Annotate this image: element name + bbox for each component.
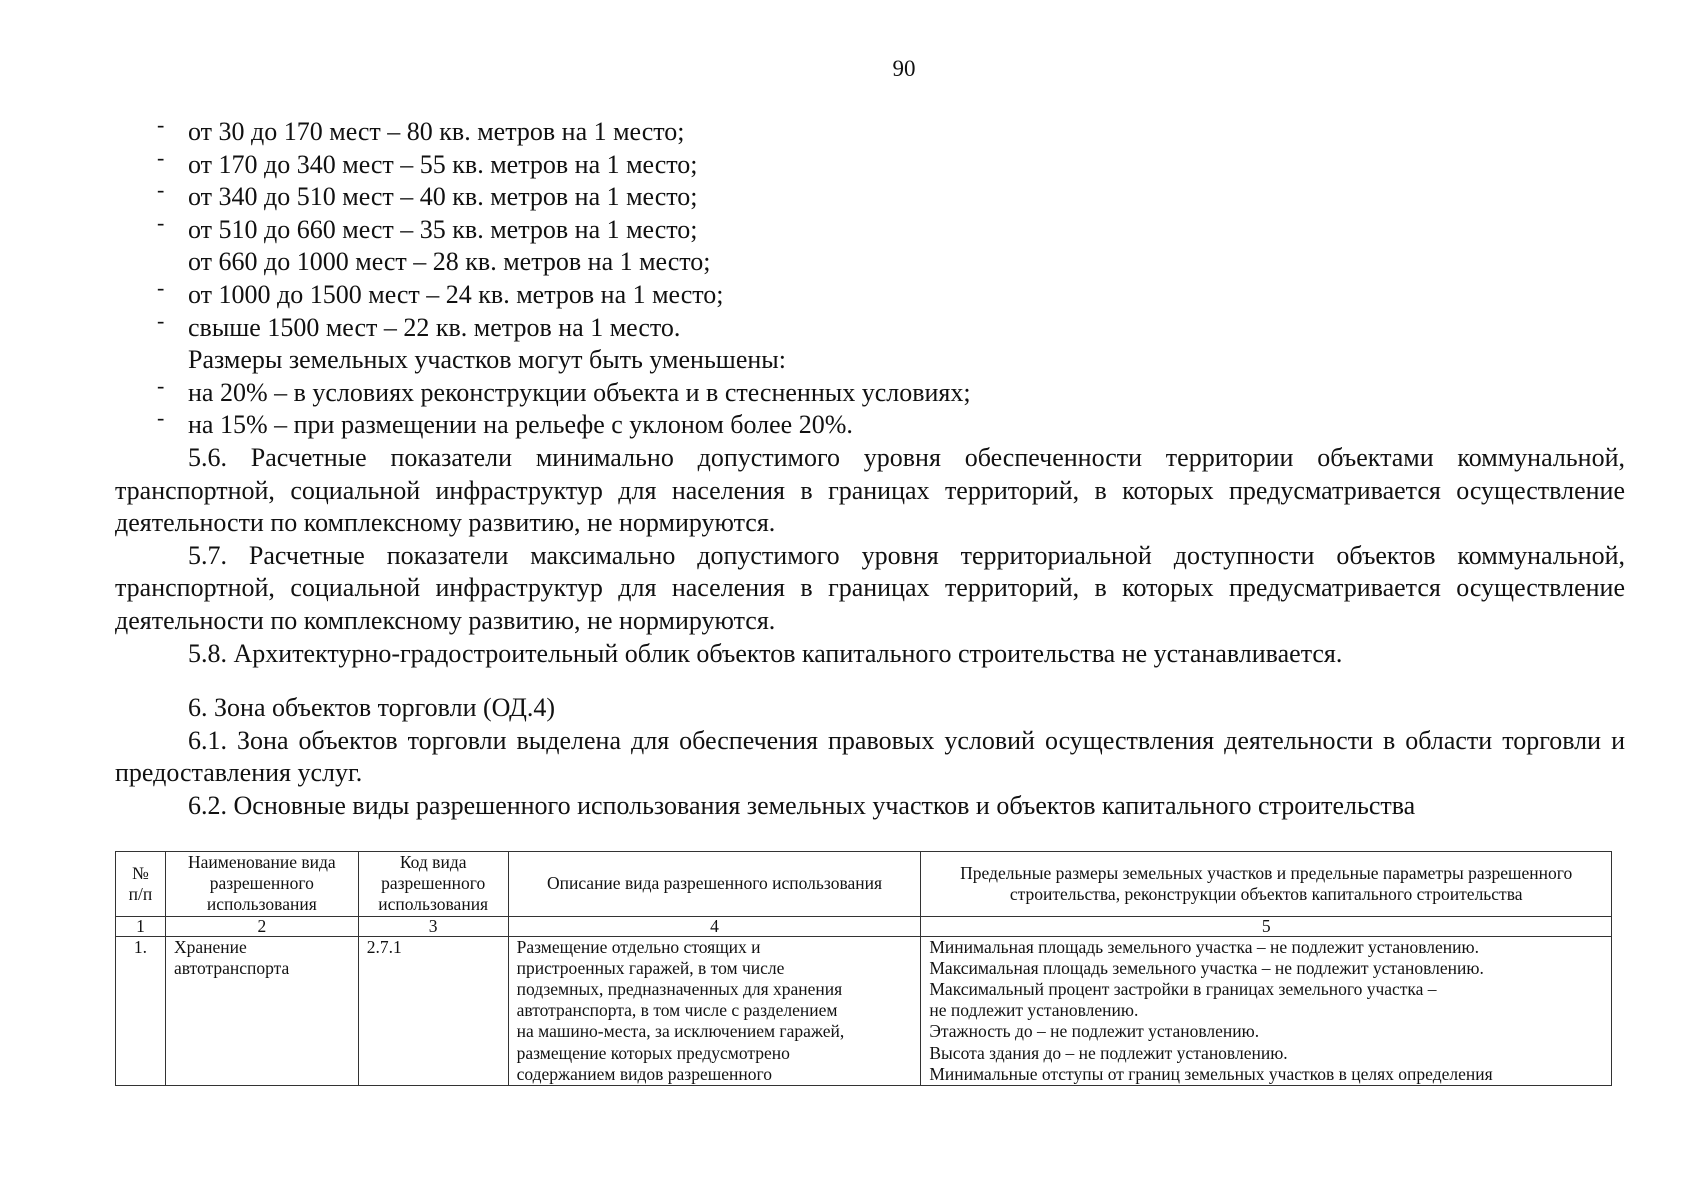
list-item-text: свыше 1500 мест – 22 кв. метров на 1 место. bbox=[188, 312, 681, 342]
page-number: 90 bbox=[892, 56, 916, 81]
use-code: 2.7.1 bbox=[358, 936, 508, 1085]
parameter-line: не подлежит установлению. bbox=[929, 1000, 1139, 1021]
column-number: 4 bbox=[508, 916, 921, 936]
list-dash: - bbox=[157, 209, 165, 235]
header-number: № п/п bbox=[116, 852, 166, 917]
list-item bbox=[115, 274, 1625, 312]
header-limit-parameters: Предельные размеры земельных участков и предельные параметры разрешенного строительства, реконструкции объектов капитального строительства bbox=[921, 852, 1612, 917]
document-body bbox=[115, 112, 1625, 822]
list-item-text: на 20% – в условиях реконструкции объекта и в стесненных условиях; bbox=[188, 377, 971, 407]
row-number: 1. bbox=[116, 936, 166, 1085]
list-item-text: Размеры земельных участков могут быть уменьшены: bbox=[188, 345, 786, 375]
list-item-text: от 1000 до 1500 мест – 24 кв. метров на 1 место; bbox=[188, 279, 724, 309]
limit-parameters bbox=[921, 936, 1612, 1085]
list-item bbox=[115, 177, 1625, 214]
list-item bbox=[115, 246, 1625, 279]
parameter-line: Этажность до – не подлежит установлению. bbox=[929, 1021, 1260, 1042]
list-item-text: на 15% – при размещении на рельефе с уклоном более 20%. bbox=[188, 410, 853, 440]
use-description bbox=[508, 936, 921, 1085]
list-dash: - bbox=[157, 112, 165, 137]
list-item bbox=[115, 209, 1625, 247]
column-number: 5 bbox=[921, 916, 1612, 936]
parameter-line: Минимальная площадь земельного участка – не подлежит установлению. bbox=[929, 936, 1479, 957]
paragraph-5-8: 5.8. Архитектурно-градостроительный облик объектов капитального строительства не устанавливается. bbox=[188, 638, 1343, 668]
section-heading-6: 6. Зона объектов торговли (ОД.4) bbox=[188, 693, 556, 723]
description-line: автотранспорта, в том числе с разделением bbox=[516, 1000, 838, 1021]
list-dash: - bbox=[157, 144, 165, 170]
parameter-line: Минимальные отступы от границ земельных участков в целях определения bbox=[929, 1063, 1493, 1084]
list-item-text: от 510 до 660 мест – 35 кв. метров на 1 место; bbox=[188, 214, 698, 244]
land-use-table bbox=[115, 851, 1612, 1086]
list-dash: - bbox=[157, 372, 165, 398]
description-line: пристроенных гаражей, в том числе bbox=[516, 957, 785, 978]
list-item-text: от 170 до 340 мест – 55 кв. метров на 1 место; bbox=[188, 149, 698, 179]
list-intro bbox=[115, 344, 1625, 377]
description-line: подземных, предназначенных для хранения bbox=[516, 979, 843, 1000]
list-item bbox=[115, 307, 1625, 345]
spacer bbox=[115, 670, 1625, 692]
table-column-numbers bbox=[116, 916, 1612, 936]
paragraph-5-7: 5.7. Расчетные показатели максимально допустимого уровня территориальной доступности объектов коммунальной, транспортной, социальной инфраструктур для населения в границах территорий, в которых предусматривается осуществление деятельности по комплексному развитию, не нормируются. bbox=[115, 540, 1625, 635]
parameter-line: Максимальный процент застройки в границах земельного участка – bbox=[929, 979, 1437, 1000]
description-line: на машино-места, за исключением гаражей, bbox=[516, 1021, 845, 1042]
paragraph-6-1: 6.1. Зона объектов торговли выделена для обеспечения правовых условий осуществления деятельности в области торговли и предоставления услуг. bbox=[115, 725, 1625, 788]
table-row bbox=[116, 936, 1612, 1085]
header-use-description: Описание вида разрешенного использования bbox=[508, 852, 921, 917]
parameter-line: Максимальная площадь земельного участка – не подлежит установлению. bbox=[929, 957, 1484, 978]
description-line: размещение которых предусмотрено bbox=[516, 1042, 790, 1063]
header-use-code: Код вида разрешенного использования bbox=[358, 852, 508, 917]
list-dash: - bbox=[157, 405, 165, 431]
parameter-line: Высота здания до – не подлежит установлению. bbox=[929, 1042, 1288, 1063]
list-dash: - bbox=[157, 307, 165, 333]
list-item bbox=[115, 112, 1625, 149]
description-line: Размещение отдельно стоящих и bbox=[516, 936, 761, 957]
header-use-name: Наименование вида разрешенного использования bbox=[165, 852, 358, 917]
list-item-text: от 660 до 1000 мест – 28 кв. метров на 1 место; bbox=[188, 247, 711, 277]
list-dash: - bbox=[157, 177, 165, 203]
column-number: 3 bbox=[358, 916, 508, 936]
column-number: 1 bbox=[116, 916, 166, 936]
list-dash: - bbox=[157, 274, 165, 300]
description-line: содержанием видов разрешенного bbox=[516, 1063, 772, 1084]
column-number: 2 bbox=[165, 916, 358, 936]
list-item-text: от 30 до 170 мест – 80 кв. метров на 1 место; bbox=[188, 117, 685, 146]
use-name: Хранение автотранспорта bbox=[165, 936, 358, 1085]
list-item bbox=[115, 405, 1625, 442]
table-header-row bbox=[116, 852, 1612, 917]
paragraph-5-6: 5.6. Расчетные показатели минимально допустимого уровня обеспеченности территории объектами коммунальной, транспортной, социальной инфраструктур для населения в границах территорий, в которых предусматривается осуществление деятельности по комплексному развитию, не нормируются. bbox=[115, 442, 1625, 538]
list-item bbox=[115, 144, 1625, 182]
paragraph-6-2: 6.2. Основные виды разрешенного использования земельных участков и объектов капитального строительства bbox=[188, 790, 1416, 820]
list-item bbox=[115, 372, 1625, 410]
list-item-text: от 340 до 510 мест – 40 кв. метров на 1 место; bbox=[188, 182, 698, 212]
